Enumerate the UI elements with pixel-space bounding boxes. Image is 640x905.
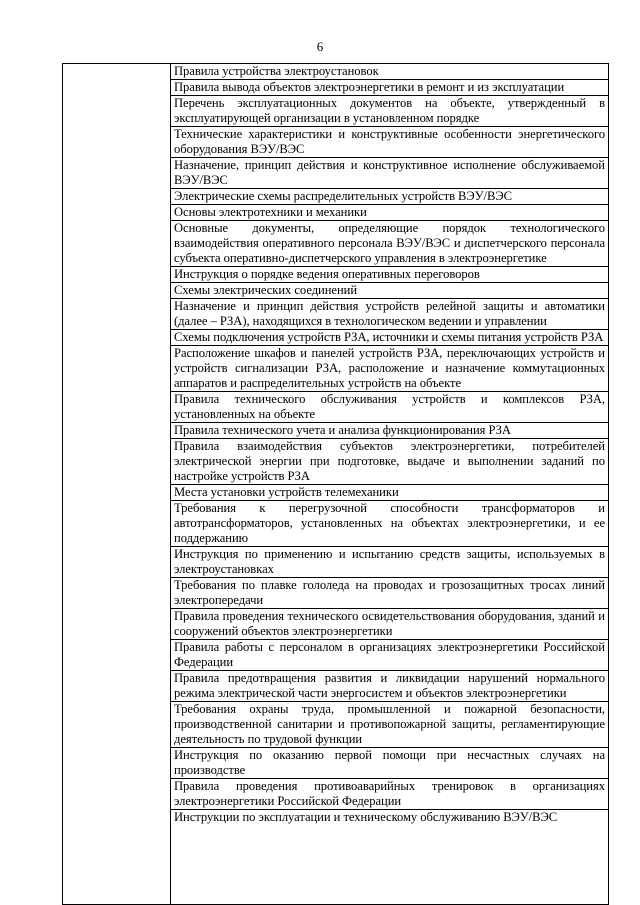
list-item: Схемы электрических соединений: [171, 282, 608, 298]
list-item: Правила технического обслуживания устройств и комплексов РЗА, установленных на объекте: [171, 391, 608, 422]
list-item: Правила предотвращения развития и ликвидации нарушений нормального режима электрической части энергосистем и объектов электроэнергетики: [171, 670, 608, 701]
list-item: Основные документы, определяющие порядок технологического взаимодействия оперативного персонала ВЭУ/ВЭС и диспетчерского персонала субъекта оперативно-диспетчерского управления в электроэнергетике: [171, 220, 608, 266]
page-number: 6: [316, 39, 324, 54]
list-item: Требования по плавке гололеда на проводах и грозозащитных тросах линий электропередачи: [171, 577, 608, 608]
list-item: Правила взаимодействия субъектов электроэнергетики, потребителей электрической энергии при подготовке, выдаче и выполнении заданий по настройке устройств РЗА: [171, 438, 608, 484]
items-cell: [171, 64, 609, 905]
list-item: Электрические схемы распределительных устройств ВЭУ/ВЭС: [171, 188, 608, 204]
list-item: Места установки устройств телемеханики: [171, 484, 608, 500]
knowledge-table: [62, 63, 609, 905]
list-item: Назначение и принцип действия устройств релейной защиты и автоматики (далее – РЗА), находящихся в технологическом ведении и управлении: [171, 298, 608, 329]
list-item: Правила работы с персоналом в организациях электроэнергетики Российской Федерации: [171, 639, 608, 670]
list-item: Технические характеристики и конструктивные особенности энергетического оборудования ВЭУ/ВЭС: [171, 126, 608, 157]
table-row: [63, 64, 609, 905]
list-item: Правила устройства электроустановок: [174, 64, 379, 78]
list-item: Инструкция по применению и испытанию средств защиты, используемых в электроустановках: [171, 546, 608, 577]
list-item: Схемы подключения устройств РЗА, источники и схемы питания устройств РЗА: [171, 329, 608, 345]
list-item: Инструкция о порядке ведения оперативных переговоров: [171, 266, 608, 282]
list-item: Расположение шкафов и панелей устройств РЗА, переключающих устройств и устройств сигнализации РЗА, расположение и назначение коммутационных аппаратов и распределительных устройств на объекте: [171, 345, 608, 391]
list-item: Правила проведения противоаварийных тренировок в организациях электроэнергетики Российской Федерации: [171, 778, 608, 809]
list-item: Назначение, принцип действия и конструктивное исполнение обслуживаемой ВЭУ/ВЭС: [171, 157, 608, 188]
list-item: Перечень эксплуатационных документов на объекте, утвержденный в эксплуатирующей организации в установленном порядке: [171, 95, 608, 126]
list-item: Требования охраны труда, промышленной и пожарной безопасности, производственной санитарии и противопожарной защиты, регламентирующие деятельность по трудовой функции: [171, 701, 608, 747]
list-item: Основы электротехники и механики: [171, 204, 608, 220]
list-item: Инструкция по оказанию первой помощи при несчастных случаях на производстве: [171, 747, 608, 778]
list-item: Правила технического учета и анализа функционирования РЗА: [171, 422, 608, 438]
list-item: Правила вывода объектов электроэнергетики в ремонт и из эксплуатации: [171, 79, 608, 95]
list-item: Требования к перегрузочной способности трансформаторов и автотрансформаторов, установленных на объектах электроэнергетики, и ее поддержанию: [171, 500, 608, 546]
list-item: Правила проведения технического освидетельствования оборудования, зданий и сооружений объектов электроэнергетики: [171, 608, 608, 639]
left-column-cell: [63, 64, 171, 905]
list-item: Инструкции по эксплуатации и техническому обслуживанию ВЭУ/ВЭС: [171, 809, 608, 825]
